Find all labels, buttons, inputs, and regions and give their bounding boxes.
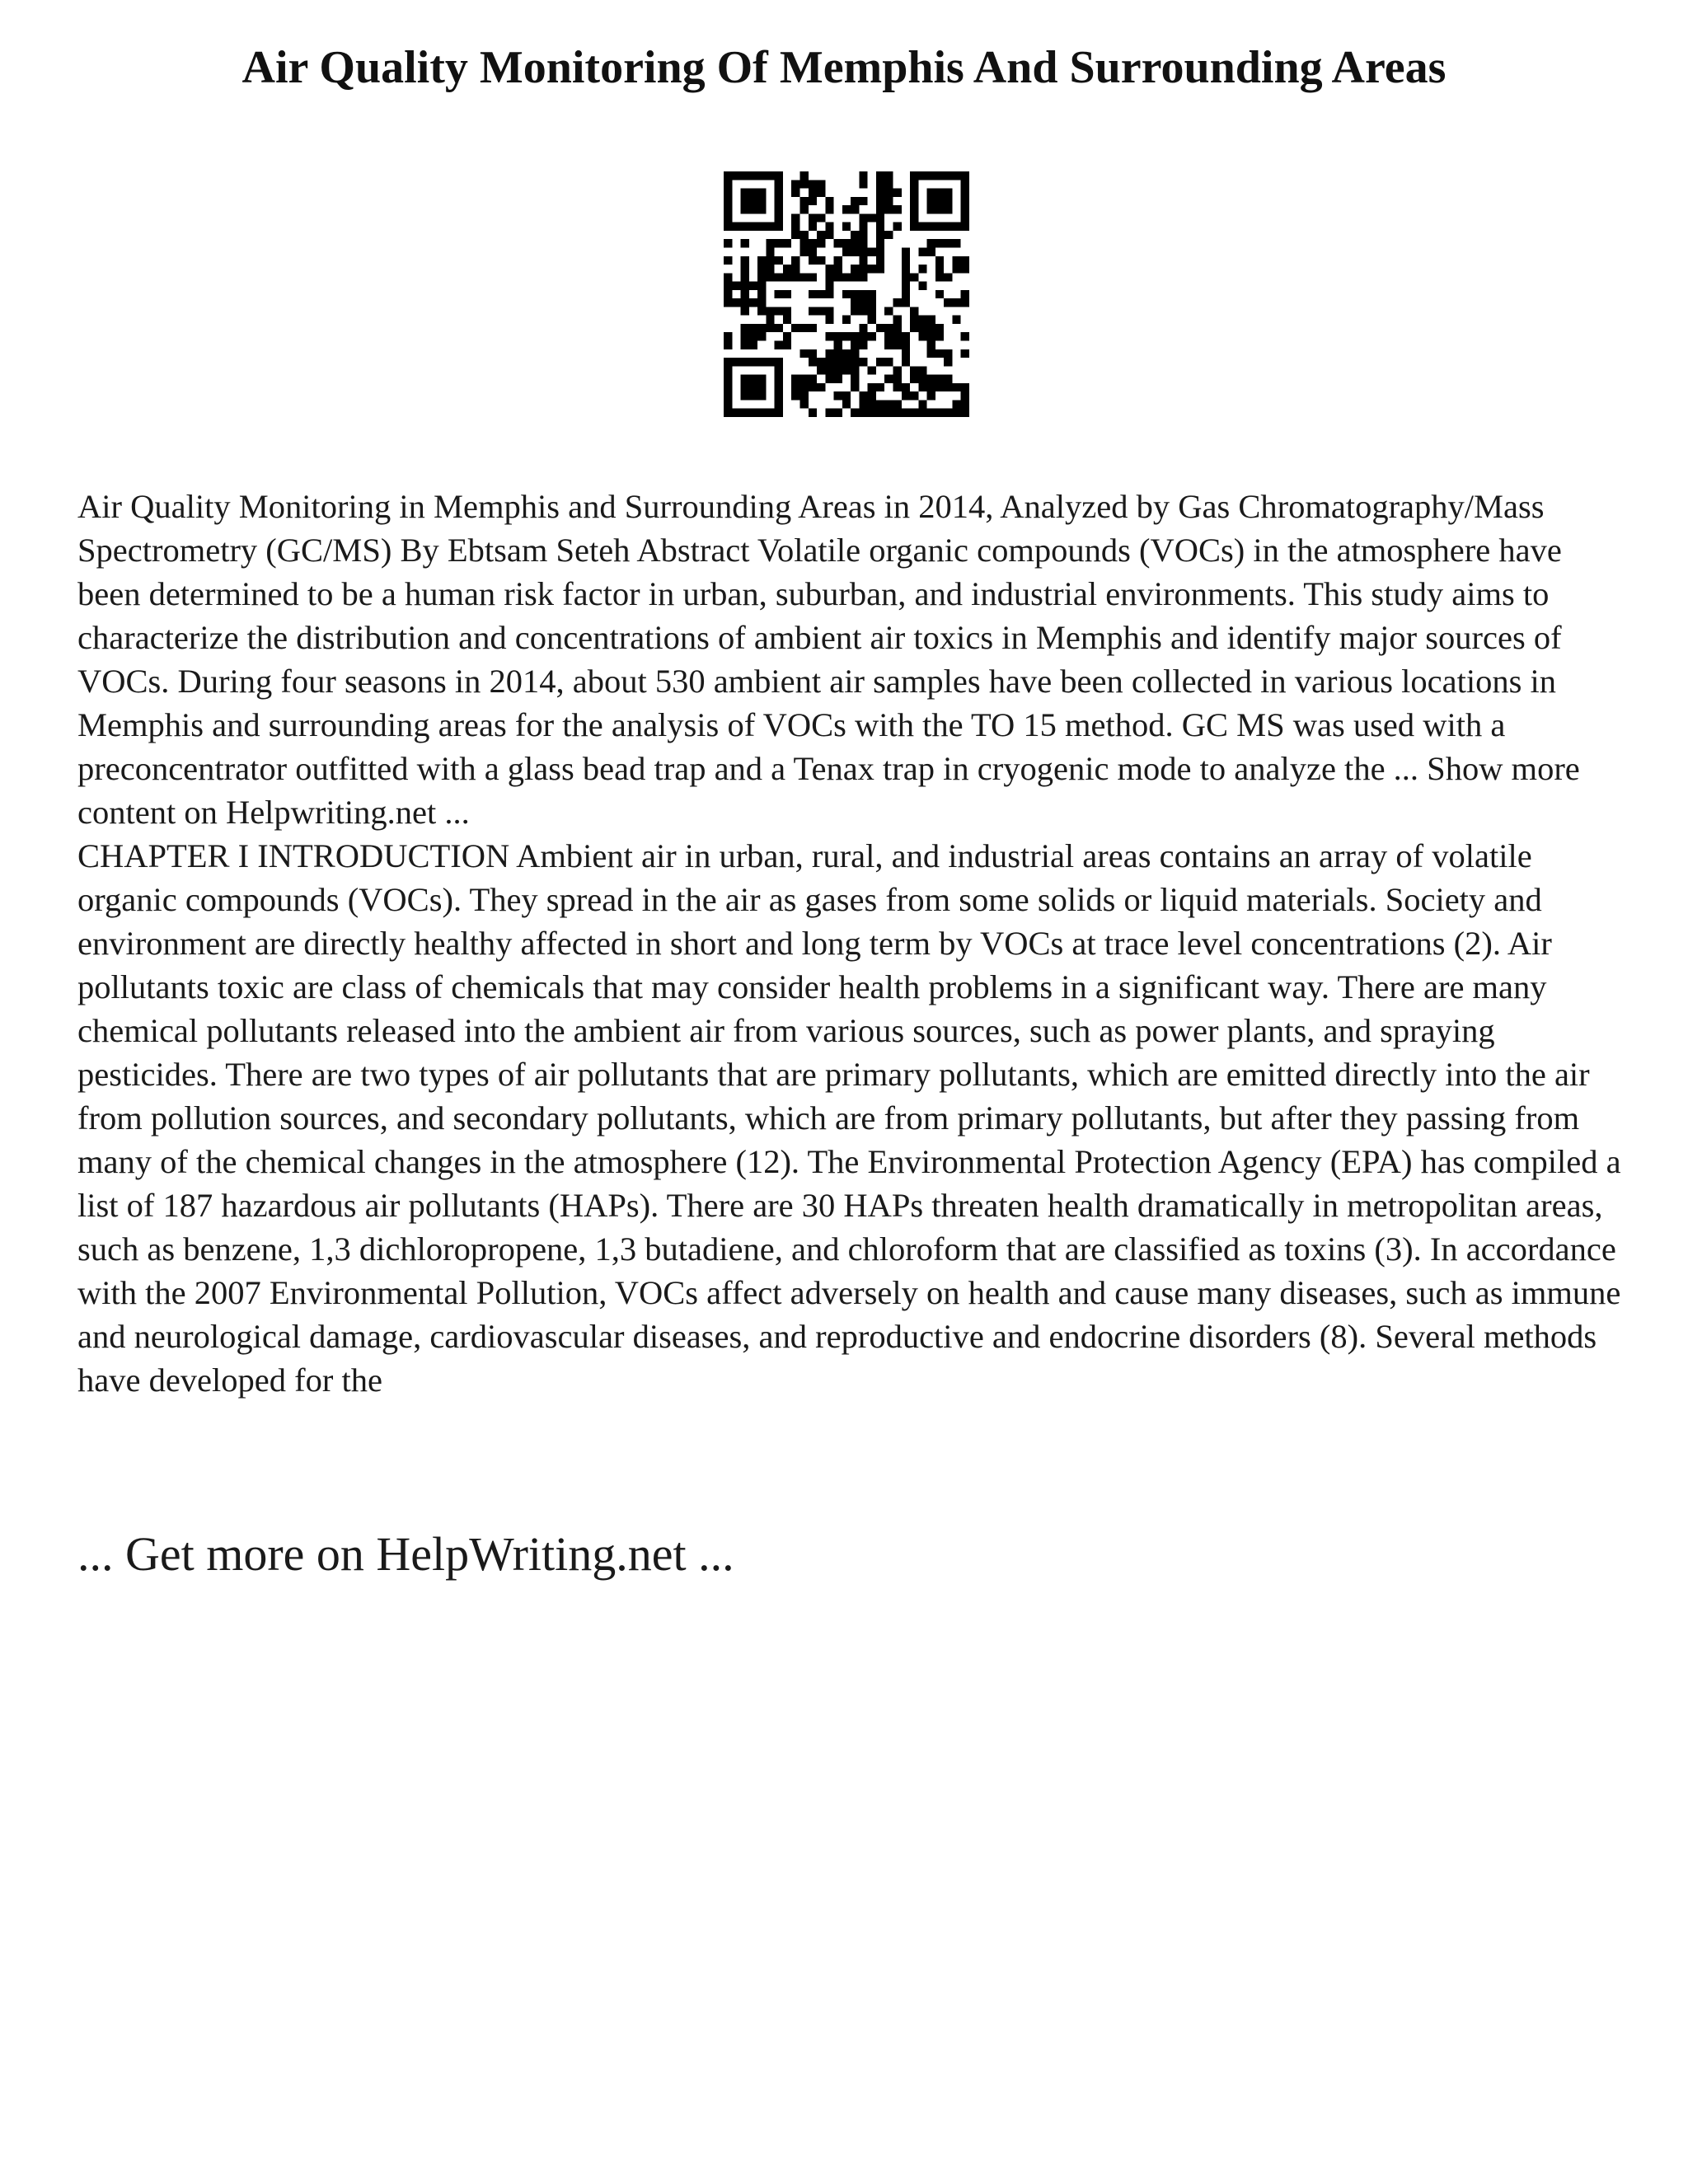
qr-code-icon[interactable] [724, 171, 969, 417]
get-more-link[interactable]: ... Get more on HelpWriting.net ... [77, 1527, 734, 1581]
introduction-paragraph: CHAPTER I INTRODUCTION Ambient air in urban, rural, and industrial areas contains an array of volatile organic compounds (VOCs). They spread in the air as gases from some solids or liquid materials. Society and environment are directly healthy affected in short and long term by VOCs at trace level concentrations (2). Air pollutants toxic are class of chemicals that may consider health problems in a significant way. There are many chemical pollutants released into the ambient air from various sources, such as power plants, and spraying pesticides. There are two types of air pollutants that are primary pollutants, which are emitted directly into the air from pollution sources, and secondary pollutants, which are from primary pollutants, but after they passing from many of the chemical changes in the atmosphere (12). The Environmental Protection Agency (EPA) has compiled a list of 187 hazardous air pollutants (HAPs). There are 30 HAPs threaten health dramatically in metropolitan areas, such as benzene, 1,3 dichloropropene, 1,3 butadiene, and chloroform that are classified as toxins (3). In accordance with the 2007 Environmental Pollution, VOCs affect adversely on health and cause many diseases, such as immune and neurological damage, cardiovascular diseases, and reproductive and endocrine disorders (8). Several methods have developed for the [77, 837, 1621, 1399]
abstract-paragraph: Air Quality Monitoring in Memphis and Surrounding Areas in 2014, Analyzed by Gas Chromatography/Mass Spectrometry (GC/MS) By Ebtsam Seteh Abstract Volatile organic compounds (VOCs) in the atmosphere have been determined to be a human risk factor in urban, suburban, and industrial environments. This study aims to characterize the distribution and concentrations of ambient air toxics in Memphis and identify major sources of VOCs. During four seasons in 2014, about 530 ambient air samples have been collected in various locations in Memphis and surrounding areas for the analysis of VOCs with the TO 15 method. GC MS was used with a preconcentrator outfitted with a glass bead trap and a Tenax trap in cryogenic mode to analyze the ... Show more content on Helpwriting.net ... [77, 488, 1580, 831]
page-title: Air Quality Monitoring Of Memphis And Surrounding Areas [241, 42, 1447, 93]
document-body [77, 485, 1627, 1402]
